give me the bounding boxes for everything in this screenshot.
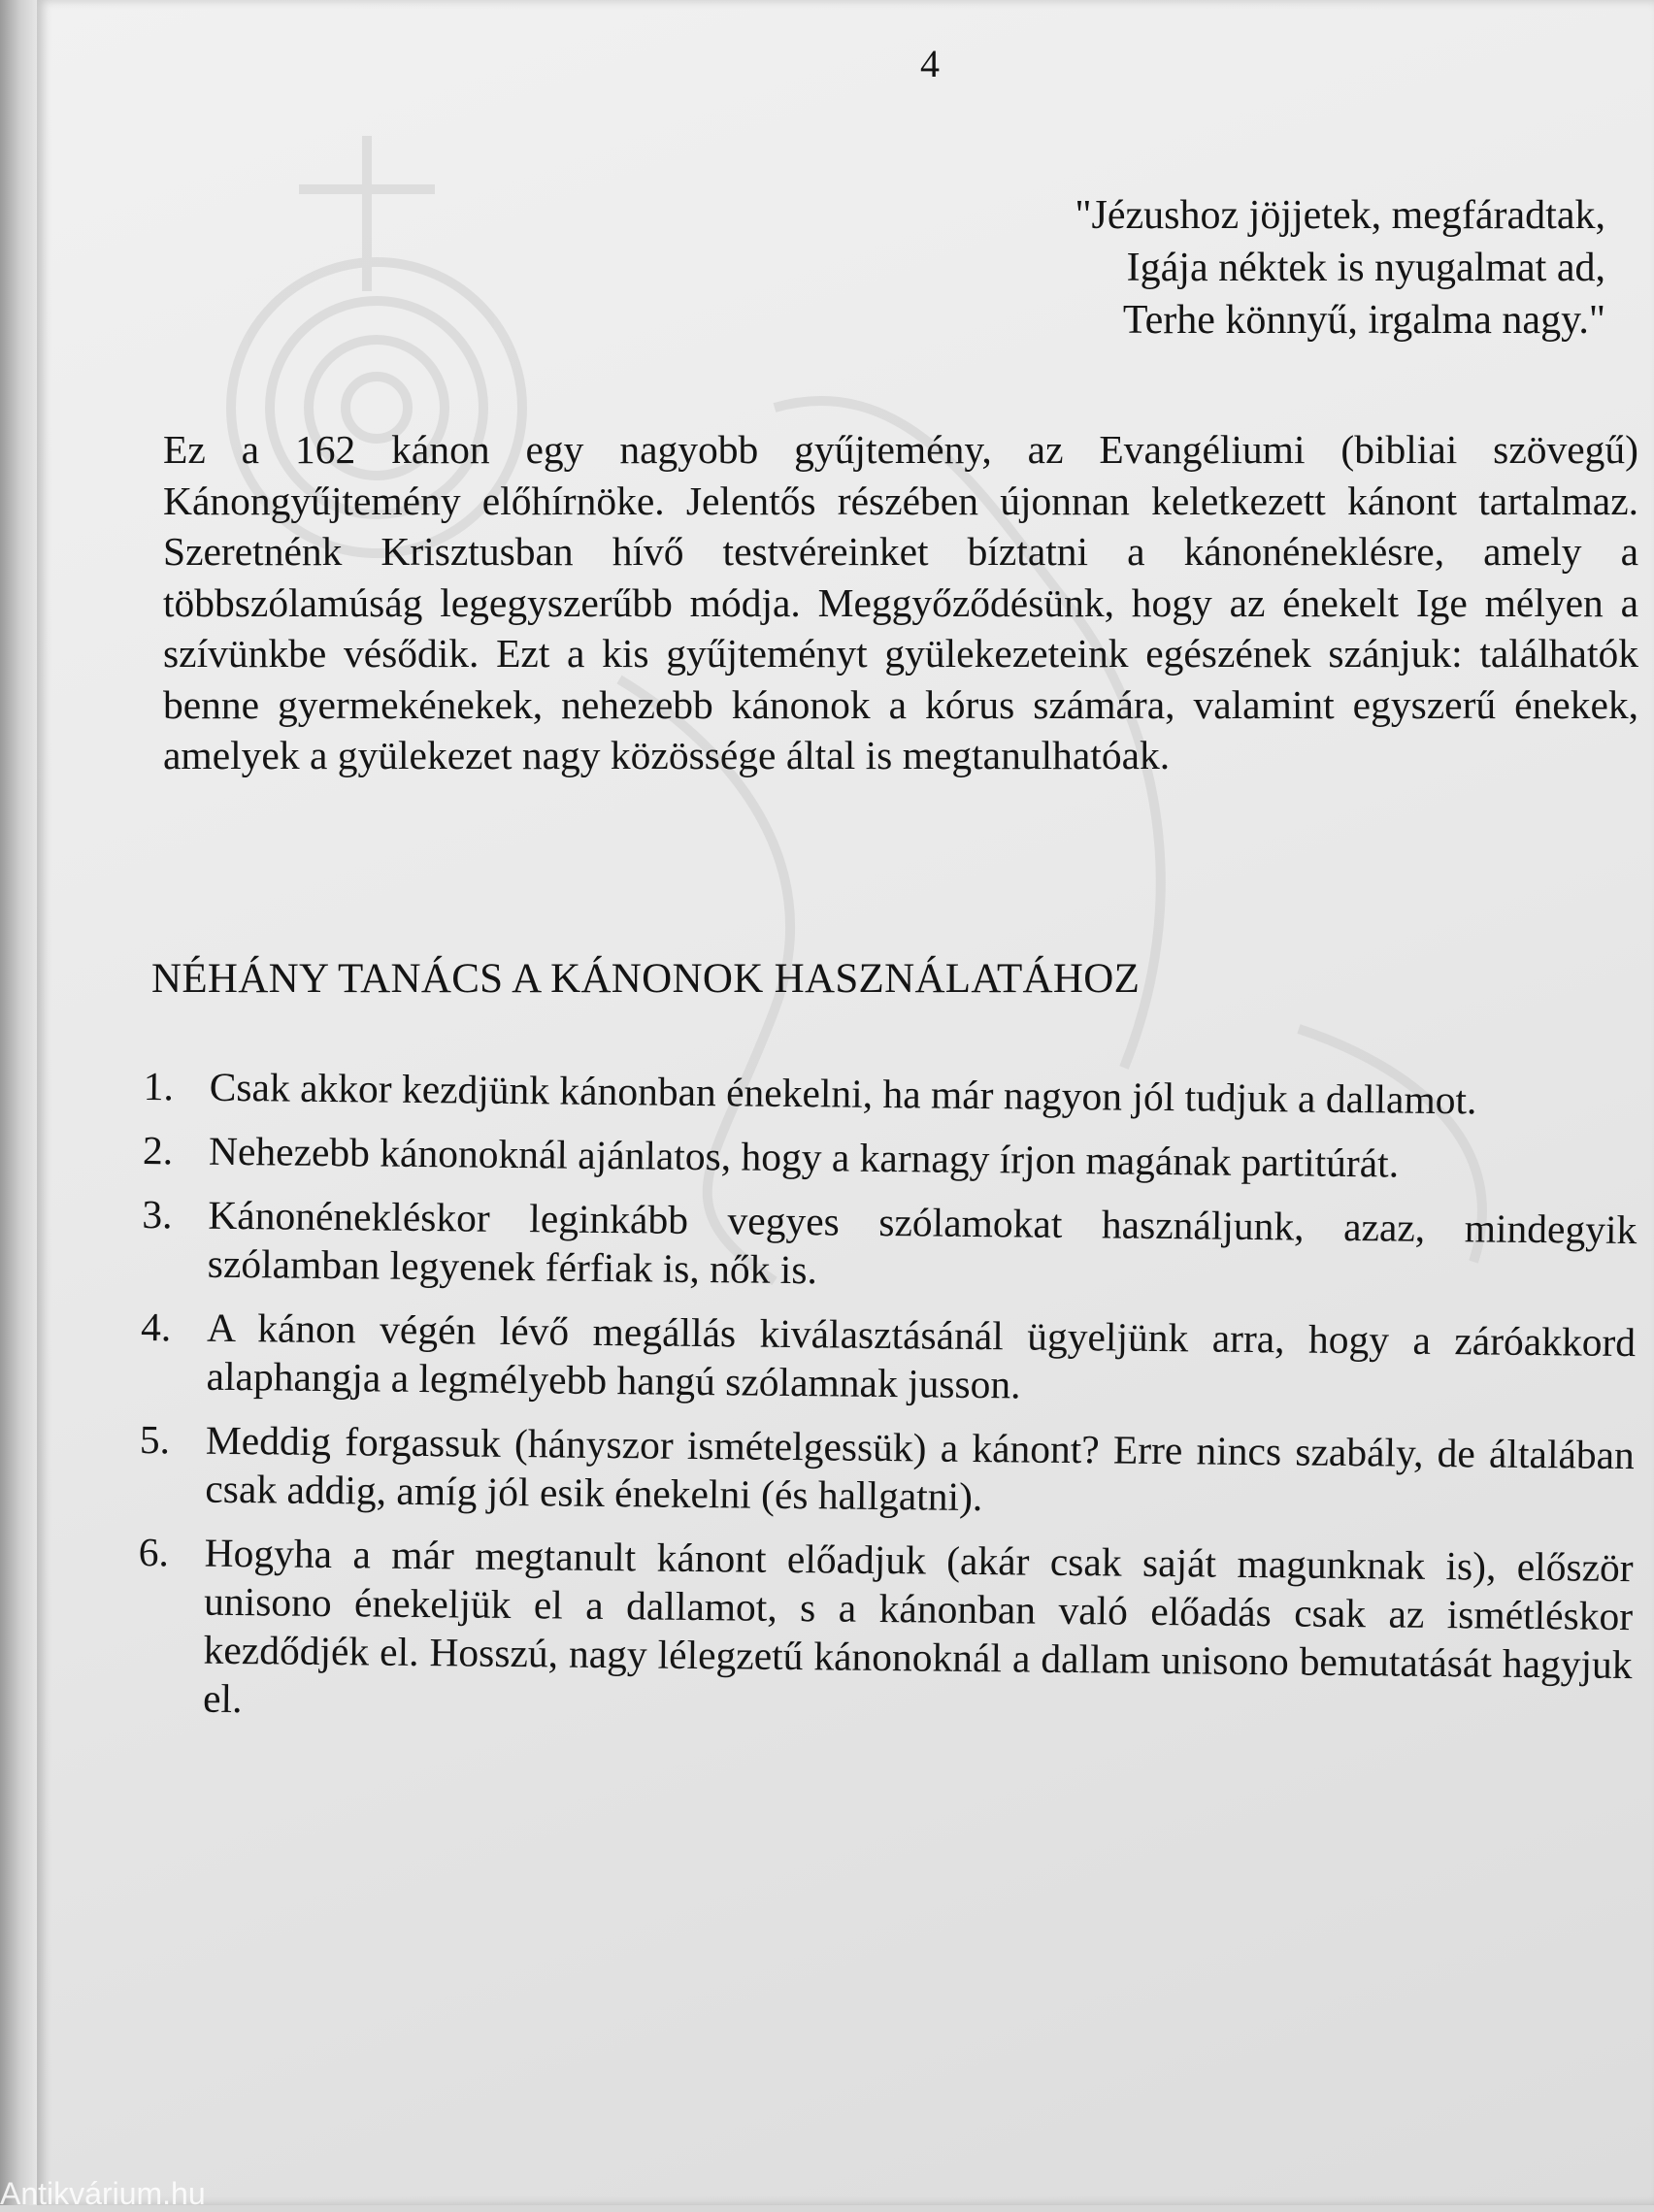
tip-text: Csak akkor kezdjünk kánonban énekelni, ha már nagyon jól tudjuk a dallamot. [209,1064,1477,1123]
tip-text: A kánon végén lévő megállás kiválasztásánál ügyeljünk arra, hogy a záróakkord alaphangja a legmélyebb hangú szólamnak jusson. [206,1304,1637,1407]
tip-number: 6. [138,1529,170,1575]
tip-number: 5. [139,1416,171,1463]
quote-line: "Jézushoz jöjjetek, megfáradtak, [1075,193,1605,238]
epigraph-quote [1075,189,1605,347]
corner-watermark: Antikvárium.hu [0,2176,206,2211]
tip-text: Kánonénekléskor leginkább vegyes szólamokat használjunk, azaz, mindegyik szólamban legyenek férfiak is, nők is. [207,1192,1637,1293]
tip-text: Meddig forgassuk (hányszor ismételgessük) a kánont? Erre nincs szabály, de általában csak addig, amíg jól esik énekelni (és hallgatni). [205,1417,1636,1520]
quote-line: Igája néktek is nyugalmat ad, [1126,246,1605,290]
tip-item [143,1062,1637,1126]
intro-paragraph: Ez a 162 kánon egy nagyobb gyűjtemény, az Evangéliumi (bibliai szövegű) Kánongyűjtemény előhírnöke. Jelentős részében újonnan keletkezett kánont tartalmaz. Szeretnénk Krisztusban hívő testvéreinket bíztatni a kánonéneklésre, amely a többszólamúság legegyszerűbb módja. Meggyőződésünk, hogy az énekelt Ige mélyen a szívünkbe vésődik. Ezt a kis gyűjteményt gyülekezeteink egészének szánjuk: találhatók benne gyermekénekek, nehezebb kánonok a kórus számára, valamint egyszerű énekek, amelyek a gyülekezet nagy közössége által is megtanulhatóak. [163,427,1638,777]
tip-number: 4. [140,1304,172,1350]
tip-item [139,1415,1635,1528]
tip-item [143,1126,1637,1190]
tip-number: 3. [142,1191,173,1238]
page-number: 4 [920,42,940,85]
tip-item [140,1303,1636,1415]
tip-number: 1. [143,1063,175,1109]
tips-list [137,1062,1638,1753]
tip-item [137,1528,1634,1737]
tip-text: Nehezebb kánonoknál ajánlatos, hogy a karnagy írjon magának partitúrát. [208,1128,1400,1186]
tip-number: 2. [142,1127,174,1173]
page-binding-edge [0,0,37,2205]
quote-line: Terhe könnyű, irgalma nagy." [1122,298,1605,343]
book-page [37,0,1654,2205]
section-heading: NÉHÁNY TANÁCS A KÁNONOK HASZNÁLATÁHOZ [151,956,1141,1002]
tip-text: Hogyha a már megtanult kánont előadjuk (akár csak saját magunknak is), először unisono énekeljük el a dallamot, s a kánonban való előadás csak az ismétléskor kezdődjék el. Hosszú, nagy lélegzetű kánonoknál a dallam unisono bemutatását hagyjuk el. [202,1530,1634,1722]
tip-item [142,1190,1637,1303]
